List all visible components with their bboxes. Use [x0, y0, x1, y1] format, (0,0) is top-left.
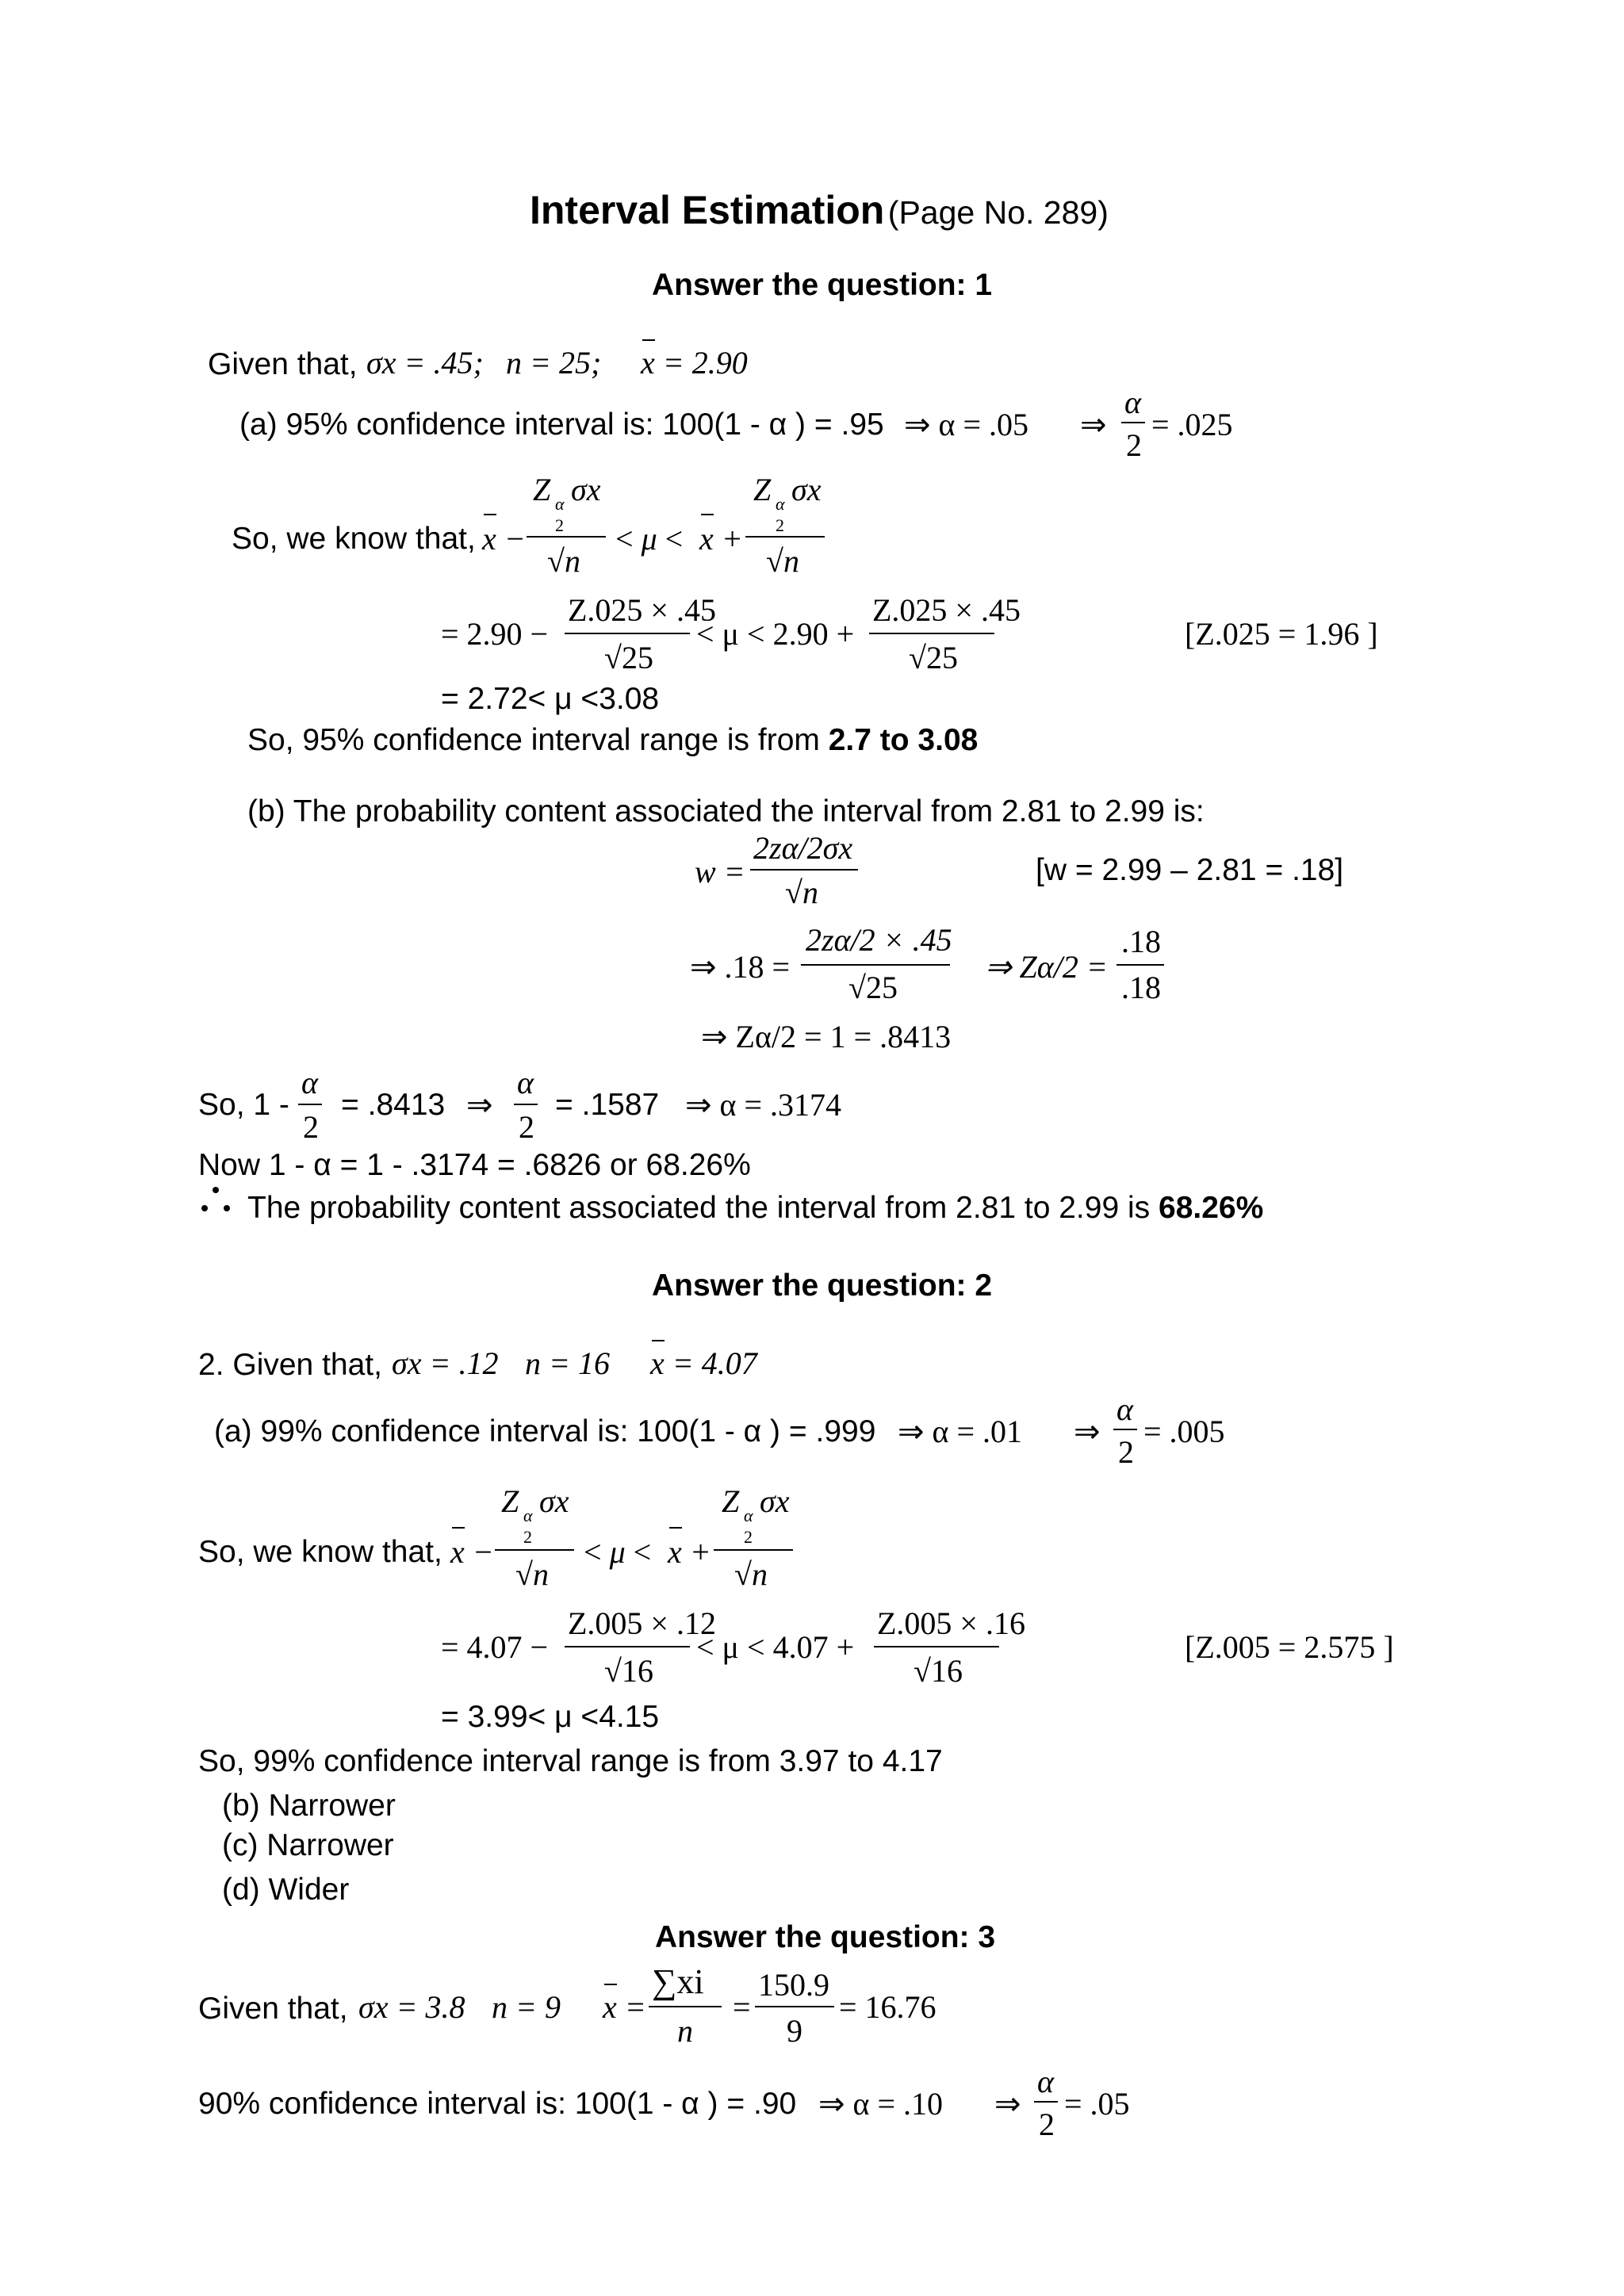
q2-eq1-bar2: [874, 1646, 999, 1647]
q3-given-label: Given that,: [198, 1992, 348, 2026]
q3-xbar-den2: 9: [787, 2013, 802, 2049]
q3-xbar-num: ∑xi: [652, 1962, 704, 2001]
q1-formula-x2: x +: [699, 521, 743, 557]
q2-formula-den-right: √n: [734, 1556, 768, 1592]
q1-therefore-line: [247, 1192, 1263, 1223]
q1-b-eq2-rden: .18: [1121, 970, 1161, 1005]
q3-ci-half: = .05: [1064, 2086, 1130, 2122]
q1-so1-frac2-bar: [514, 1104, 538, 1105]
q2-heading: Answer the question: 2: [652, 1269, 993, 1303]
q2-given-n: n = 16: [525, 1345, 610, 1381]
q1-so1-frac2-den: 2: [519, 1109, 534, 1145]
q2-eq1-den: √16: [604, 1653, 653, 1689]
q2-eq1-num: Z.005 × .12: [568, 1605, 716, 1641]
q1-range-bold: 2.7 to 3.08: [828, 723, 979, 757]
q1-so1-frac-bar: [298, 1104, 322, 1105]
q3-given-sigma: σx = 3.8: [358, 1989, 465, 2025]
q1-formula-den-left: √n: [547, 543, 580, 579]
q1-given-xbar: x = 2.90: [641, 345, 748, 381]
q1-formula-sub2-left: 2: [555, 515, 564, 535]
q1-given-sigma: σx = .45;: [366, 345, 484, 381]
q1-a-half: = .025: [1151, 407, 1233, 442]
q1-a-frac-den: 2: [1126, 427, 1142, 463]
q2-formula-xbar-bar2: [669, 1527, 682, 1529]
q1-a-arrow: ⇒: [1080, 407, 1107, 442]
q1-so1-frac-den: 2: [303, 1109, 319, 1145]
q1-formula-bar-right: [745, 536, 825, 538]
q1-so1-alpha: ⇒ α = .3174: [685, 1087, 842, 1123]
q1-so1-arrow: ⇒: [466, 1087, 493, 1123]
q1-eq1-bar: [565, 633, 690, 634]
q1-so-know: So, we know that,: [232, 522, 476, 556]
q3-xbar-x: x =: [603, 1989, 646, 2025]
q2-formula-sigma-right: σx: [760, 1483, 790, 1519]
q1-formula-sub-right: α: [776, 494, 785, 514]
q3-ci-frac-num: α: [1037, 2064, 1054, 2099]
q1-b-text: (b) The probability content associated the interval from 2.81 to 2.99 is:: [247, 794, 1205, 828]
q2-a-text: (a) 99% confidence interval is: 100(1 - α ) = .999: [214, 1414, 876, 1448]
q2-formula-num-right: Z: [722, 1483, 740, 1519]
q1-eq1-den2: √25: [909, 640, 958, 675]
q1-eq1-result: = 2.72< μ <3.08: [441, 682, 660, 716]
q2-given-label: 2. Given that,: [198, 1348, 382, 1382]
q1-eq1-note: [Z.025 = 1.96 ]: [1185, 616, 1378, 652]
q1-w-num: 2zα/2σx: [753, 830, 853, 866]
q3-heading: Answer the question: 3: [655, 1920, 996, 1954]
q1-a-alpha: ⇒ α = .05: [904, 407, 1029, 442]
q2-eq1-note: [Z.005 = 2.575 ]: [1185, 1629, 1394, 1665]
q1-heading: Answer the question: 1: [652, 268, 993, 302]
q1-range-text: So, 95% confidence interval range is from: [247, 723, 820, 757]
q1-formula-xbar-bar: [484, 514, 496, 515]
q2-formula-den-left: √n: [515, 1556, 549, 1592]
q1-formula-bar-left: [527, 536, 606, 538]
q2-formula-mid: < μ <: [584, 1534, 652, 1570]
q2-a-frac-num: α: [1116, 1391, 1133, 1427]
q2-eq1-result: = 3.99< μ <4.15: [441, 1700, 660, 1734]
q2-formula-xbar-bar: [452, 1527, 465, 1529]
q1-eq1-mid: < μ < 2.90 +: [696, 616, 855, 652]
page-title: [530, 190, 1109, 230]
q1-therefore: The probability content associated the interval from 2.81 to 2.99 is: [247, 1191, 1151, 1225]
q3-xbar-den: n: [677, 2013, 693, 2049]
q3-xbar-num2: 150.9: [758, 1967, 829, 2003]
q2-xbar-bar: [652, 1340, 665, 1341]
q1-b-eq2-z: ⇒ Zα/2 =: [985, 949, 1108, 985]
q1-formula-xbar-bar2: [701, 514, 714, 515]
q2-eq1-bar: [565, 1646, 690, 1647]
q1-formula-sigma-left: σx: [571, 472, 601, 507]
q2-a-frac-bar: [1113, 1429, 1137, 1430]
q1-formula-sigma-right: σx: [791, 472, 822, 507]
q1-a-text: (a) 95% confidence interval is: 100(1 - α ) = .95: [239, 408, 884, 442]
q3-ci-alpha: ⇒ α = .10: [818, 2086, 944, 2122]
q2-formula-num-left: Z: [501, 1483, 519, 1519]
q3-xbar-eq: =: [733, 1989, 751, 2025]
q1-so1: So, 1 -: [198, 1088, 289, 1122]
q1-b-eq2-bar: [801, 964, 950, 966]
q1-eq1-den: √25: [604, 640, 653, 675]
q3-ci-text: 90% confidence interval is: 100(1 - α ) = .90: [198, 2087, 797, 2121]
q1-therefore-bold: 68.26%: [1159, 1191, 1264, 1225]
q1-so1-val: = .8413: [341, 1088, 446, 1122]
title-page-ref: (Page No. 289): [887, 194, 1109, 231]
q1-so1-val2: = .1587: [555, 1088, 660, 1122]
q1-formula-sub-left: α: [555, 494, 565, 514]
q2-eq1-mid: < μ < 4.07 +: [696, 1629, 855, 1665]
q1-now-line: Now 1 - α = 1 - .3174 = .6826 or 68.26%: [198, 1148, 751, 1182]
q1-b-eq2-rbar: [1116, 964, 1164, 966]
q1-eq1-prefix: = 2.90 −: [441, 616, 549, 652]
q2-item-c: (c) Narrower: [222, 1828, 394, 1862]
q2-formula-sigma-left: σx: [539, 1483, 569, 1519]
q2-a-alpha: ⇒ α = .01: [898, 1414, 1023, 1449]
q1-formula-sub2-right: 2: [776, 515, 784, 535]
q2-formula-bar-right: [714, 1549, 793, 1551]
q1-formula-num-right: Z: [753, 472, 772, 507]
q2-formula-sub2-right: 2: [744, 1527, 753, 1547]
q1-b-eq2-lhs: ⇒ .18 =: [690, 949, 791, 985]
q2-a-arrow: ⇒: [1074, 1414, 1101, 1449]
q1-so1-frac2-num: α: [517, 1065, 534, 1100]
title-main: Interval Estimation: [530, 188, 885, 232]
q3-xbar-bar: [604, 1984, 617, 1985]
q2-item-d: (d) Wider: [222, 1873, 350, 1907]
q2-given-sigma: σx = .12: [392, 1345, 499, 1381]
q1-w-lhs: w =: [695, 854, 745, 890]
q1-given-n: n = 25;: [506, 345, 602, 381]
q1-w-den: √n: [785, 874, 818, 910]
q1-range-line: [247, 725, 978, 756]
q2-eq1-den2: √16: [914, 1653, 963, 1689]
q2-so-know: So, we know that,: [198, 1535, 442, 1569]
q1-w-note: [w = 2.99 – 2.81 = .18]: [1036, 853, 1344, 887]
q2-range-text: So, 99% confidence interval range is from 3.97 to 4.17: [198, 1744, 943, 1778]
q1-w-bar: [750, 869, 858, 871]
q1-formula-mid: < μ <: [615, 521, 684, 557]
q1-b-eq2-rnum: .18: [1121, 924, 1161, 959]
q1-xbar-bar: [642, 339, 655, 341]
q2-eq1-prefix: = 4.07 −: [441, 1629, 549, 1665]
q3-given-n: n = 9: [492, 1989, 561, 2025]
q2-formula-sub-right: α: [744, 1506, 753, 1525]
q2-formula-sub-left: α: [523, 1506, 533, 1525]
q1-eq1-num: Z.025 × .45: [568, 592, 716, 628]
q1-b-eq2-den: √25: [848, 970, 898, 1005]
q1-formula-den-right: √n: [766, 543, 799, 579]
q1-so1-frac-num: α: [301, 1065, 318, 1100]
q3-xbar-frac2-bar: [755, 2006, 834, 2007]
q3-xbar-frac-bar: [649, 2006, 722, 2007]
q1-b-eq2-num: 2zα/2 × .45: [806, 922, 952, 958]
q3-ci-frac-bar: [1034, 2101, 1058, 2103]
q1-eq1-bar2: [869, 633, 994, 634]
q3-ci-arrow: ⇒: [994, 2086, 1021, 2122]
q1-given-label: Given that,: [208, 347, 358, 381]
q2-formula-bar-left: [495, 1549, 574, 1551]
q2-a-half: = .005: [1143, 1414, 1225, 1449]
q2-a-frac-den: 2: [1118, 1434, 1134, 1470]
q1-eq1-num2: Z.025 × .45: [872, 592, 1021, 628]
q2-eq1-num2: Z.005 × .16: [877, 1605, 1025, 1641]
q2-given-xbar: x = 4.07: [650, 1345, 757, 1381]
q1-formula-x: x −: [482, 521, 526, 557]
q3-ci-frac-den: 2: [1039, 2107, 1055, 2142]
therefore-icon: [200, 1186, 232, 1215]
q2-formula-x: x −: [450, 1534, 494, 1570]
q1-b-eq3: ⇒ Zα/2 = 1 = .8413: [701, 1019, 952, 1054]
q1-formula-num-left: Z: [533, 472, 551, 507]
q1-a-frac-num: α: [1124, 385, 1141, 420]
q1-a-frac-bar: [1121, 422, 1145, 423]
q3-xbar-result: = 16.76: [839, 1989, 936, 2025]
q2-formula-sub2-left: 2: [523, 1527, 532, 1547]
q2-formula-x2: x +: [668, 1534, 711, 1570]
q2-item-b: (b) Narrower: [222, 1789, 396, 1823]
